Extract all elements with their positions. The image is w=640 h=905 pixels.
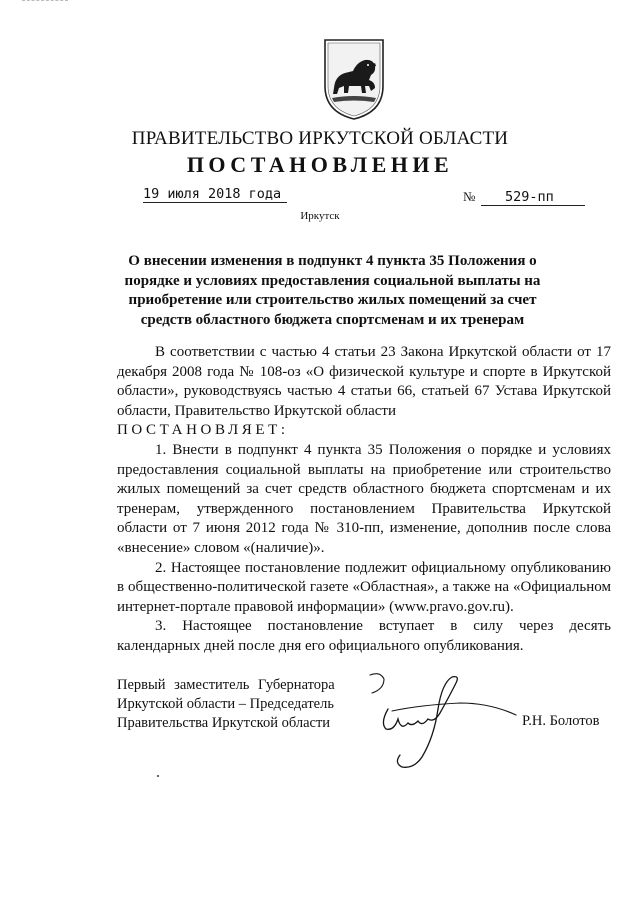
- document-body: [117, 343, 611, 657]
- preamble: В соответствии с частью 4 статьи 23 Закона Иркутской области от 17 декабря 2008 года № 108-оз «О физической культуре и спорте в Иркутской области», руководствуясь частью 4 статьи 66, статьей 67 Устава Иркутской области, Правительство Иркутской области: [117, 344, 611, 419]
- document-number-block: [463, 189, 585, 206]
- handwritten-signature: [310, 665, 530, 775]
- signer-title: [117, 676, 335, 733]
- scan-dot: [157, 775, 159, 777]
- document-number: 529-пп: [481, 189, 585, 206]
- document-heading: О внесении изменения в подпункт 4 пункта 35 Положения о порядке и условиях предоставления социальной выплаты на приобретение или строительство жилых помещений за счет средств областного бюджета спортсменам и их тренерам: [124, 253, 541, 328]
- document-type: ПОСТАНОВЛЕНИЕ: [186, 152, 454, 177]
- scan-mark: [22, 0, 68, 5]
- resolves-line: ПОСТАНОВЛЯЕТ:: [117, 422, 289, 439]
- item-1: 1. Внести в подпункт 4 пункта 35 Положения о порядке и условиях предоставления социальной выплаты на приобретение или строительство жилых помещений за счет средств областного бюджета спортсменам и их тренерам, утвержденного постановлением Правительства Иркутской области от 7 июня 2012 года № 310-пп, изменение, дополнив после слова «внесение» словом «(наличие)».: [117, 441, 611, 556]
- coat-of-arms-icon: [319, 36, 389, 122]
- number-sign: №: [463, 189, 476, 204]
- city: Иркутск: [300, 210, 340, 222]
- signer-line-3: Правительства Иркутской области: [117, 715, 331, 731]
- signer-line-1: Первый заместитель Губернатора: [117, 677, 335, 693]
- document-date: 19 июля 2018 года: [143, 186, 287, 203]
- signer-line-2: Иркутской области – Председатель: [117, 696, 334, 712]
- item-3: 3. Настоящее постановление вступает в силу через десять календарных дней после дня его официального опубликования.: [117, 618, 611, 654]
- item-2: 2. Настоящее постановление подлежит официальному опубликованию в общественно-политической газете «Областная», а также на «Официальном интернет-портале правовой информации» (www.pravo.gov.ru).: [117, 559, 611, 615]
- government-title: ПРАВИТЕЛЬСТВО ИРКУТСКОЙ ОБЛАСТИ: [131, 128, 509, 149]
- signer-name: Р.Н. Болотов: [522, 713, 600, 729]
